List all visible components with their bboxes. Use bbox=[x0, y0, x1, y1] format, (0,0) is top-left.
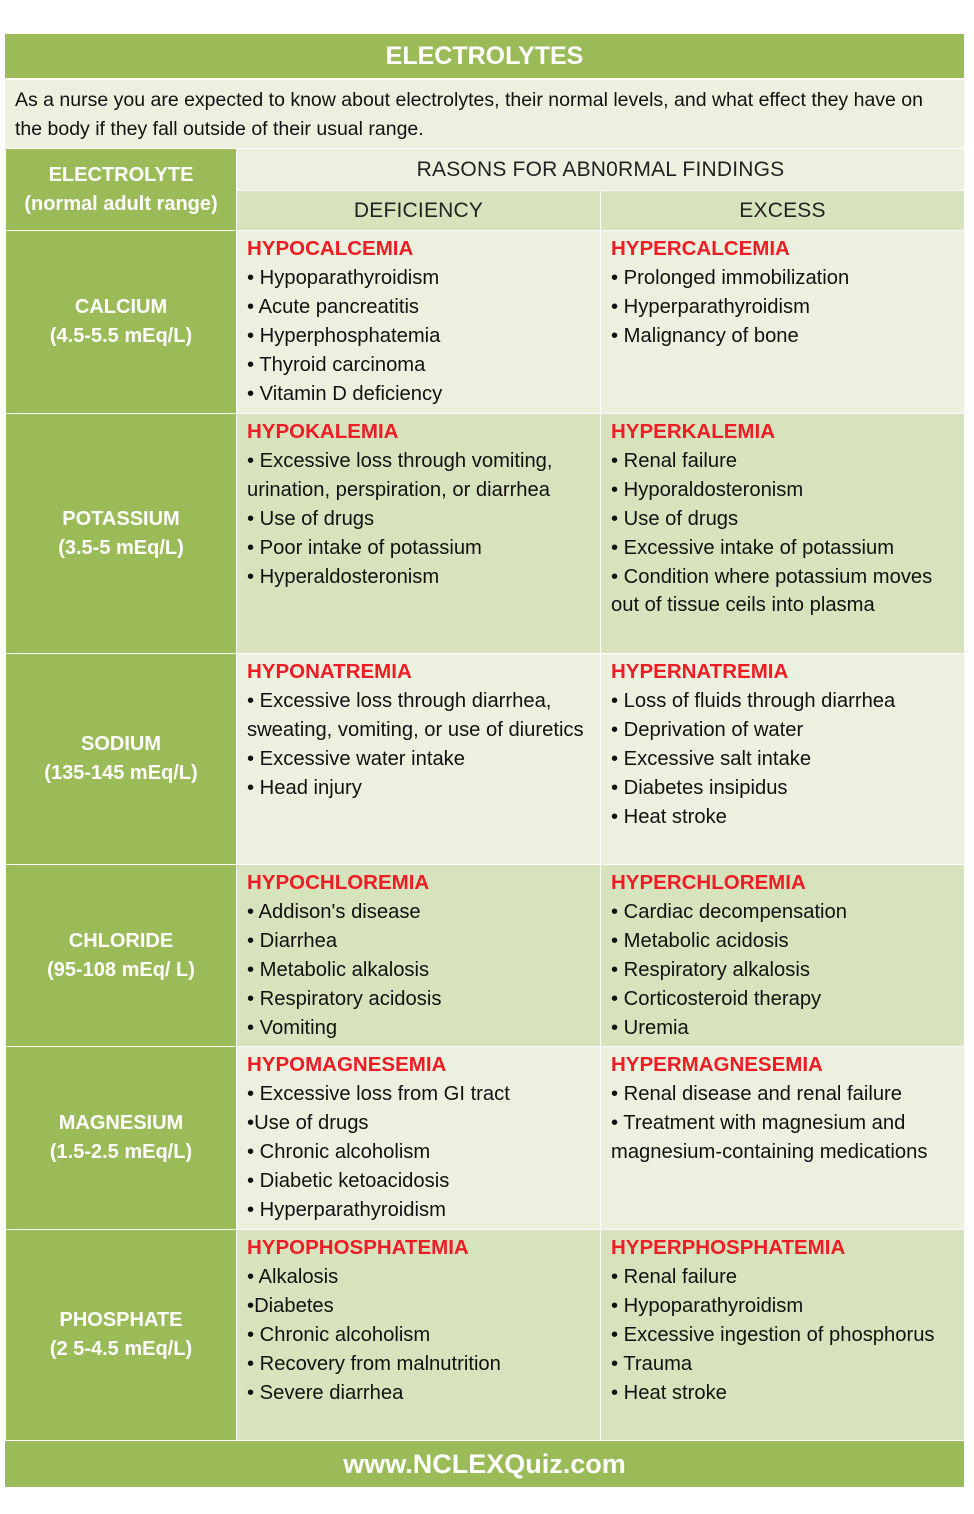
intro-text: As a nurse you are expected to know about electrolytes, their normal levels, and what effect they have on the body if they fall outside of their usual range. bbox=[5, 80, 964, 148]
deficiency-cause-item: • Acute pancreatitis bbox=[247, 295, 420, 318]
electrolyte-name: MAGNESIUM bbox=[58, 1112, 184, 1134]
excess-cause-item: • Prolonged immobilization bbox=[611, 266, 850, 289]
deficiency-cause-item: • Use of drugs bbox=[247, 507, 375, 530]
deficiency-cause-item: • Excessive water intake bbox=[247, 747, 466, 770]
page-title: ELECTROLYTES bbox=[5, 34, 964, 78]
deficiency-cause-item: • Hyperphosphatemia bbox=[247, 324, 441, 347]
electrolyte-row bbox=[6, 1230, 965, 1441]
deficiency-cause-item: • Poor intake of potassium bbox=[247, 536, 482, 559]
electrolyte-label: ELECTROLYTE bbox=[48, 163, 194, 186]
excess-cause-item: • Metabolic acidosis bbox=[611, 929, 789, 952]
deficiency-condition: HYPOCHLOREMIA bbox=[247, 871, 430, 894]
excess-cause-item: • Renal disease and renal failure bbox=[611, 1082, 902, 1105]
deficiency-cause-item: •Use of drugs bbox=[247, 1111, 369, 1134]
deficiency-cause-item: • Vomiting bbox=[247, 1016, 338, 1039]
deficiency-cause-item: • Hyperparathyroidism bbox=[247, 1198, 446, 1221]
deficiency-cause-item: • Chronic alcoholism bbox=[247, 1323, 431, 1346]
electrolyte-row bbox=[6, 231, 965, 414]
excess-condition: HYPERCHLOREMIA bbox=[611, 871, 806, 894]
electrolyte-range: (3.5-5 mEq/L) bbox=[58, 536, 184, 559]
excess-condition: HYPERMAGNESEMIA bbox=[611, 1053, 823, 1076]
excess-cause-item: • Renal failure bbox=[611, 449, 738, 472]
deficiency-cause-item: •Diabetes bbox=[247, 1294, 334, 1317]
electrolyte-row bbox=[6, 865, 965, 1047]
deficiency-cause-item: • Excessive loss through vomiting, urination, perspiration, or diarrhea bbox=[247, 449, 553, 501]
deficiency-cause-item: • Excessive loss from GI tract bbox=[247, 1082, 510, 1105]
electrolytes-sheet bbox=[5, 34, 964, 1487]
deficiency-condition: HYPOPHOSPHATEMIA bbox=[247, 1236, 469, 1259]
excess-cause-item: • Loss of fluids through diarrhea bbox=[611, 689, 896, 712]
deficiency-cause-item: • Respiratory acidosis bbox=[247, 987, 442, 1010]
excess-cause-item: • Cardiac decompensation bbox=[611, 900, 847, 923]
deficiency-cell bbox=[237, 1047, 601, 1230]
deficiency-header: DEFICIENCY bbox=[237, 191, 601, 231]
excess-header: EXCESS bbox=[601, 191, 965, 231]
electrolyte-row bbox=[6, 414, 965, 654]
deficiency-cause-item: • Thyroid carcinoma bbox=[247, 353, 426, 376]
deficiency-cause-item: • Hyperaldosteronism bbox=[247, 565, 440, 588]
deficiency-condition: HYPOCALCEMIA bbox=[247, 237, 414, 260]
deficiency-cause-item: • Excessive loss through diarrhea, sweating, vomiting, or use of diuretics bbox=[247, 689, 584, 741]
electrolyte-range: (135-145 mEq/L) bbox=[44, 762, 198, 784]
deficiency-cell bbox=[237, 231, 601, 414]
excess-condition: HYPERKALEMIA bbox=[611, 420, 776, 443]
deficiency-condition: HYPOKALEMIA bbox=[247, 420, 399, 443]
excess-cause-item: • Hyperparathyroidism bbox=[611, 295, 810, 318]
electrolyte-name: CALCIUM bbox=[74, 296, 168, 318]
electrolyte-name-cell bbox=[6, 865, 237, 1047]
deficiency-condition: HYPOMAGNESEMIA bbox=[247, 1053, 447, 1076]
electrolyte-row bbox=[6, 1047, 965, 1230]
excess-cell bbox=[601, 865, 965, 1047]
electrolyte-name-cell bbox=[6, 414, 237, 654]
electrolyte-name-cell bbox=[6, 1230, 237, 1441]
excess-cell bbox=[601, 414, 965, 654]
deficiency-cause-item: • Metabolic alkalosis bbox=[247, 958, 430, 981]
deficiency-cell bbox=[237, 414, 601, 654]
electrolyte-table bbox=[5, 148, 965, 1441]
electrolyte-name-cell bbox=[6, 1047, 237, 1230]
deficiency-cause-item: • Recovery from malnutrition bbox=[247, 1352, 501, 1375]
excess-cell bbox=[601, 1047, 965, 1230]
deficiency-cause-item: • Head injury bbox=[247, 776, 362, 799]
excess-condition: HYPERPHOSPHATEMIA bbox=[611, 1236, 846, 1259]
excess-cause-item: • Trauma bbox=[611, 1352, 693, 1375]
deficiency-cause-item: • Vitamin D deficiency bbox=[247, 382, 443, 405]
deficiency-condition: HYPONATREMIA bbox=[247, 660, 412, 683]
excess-cause-item: • Hyporaldosteronism bbox=[611, 478, 804, 501]
excess-cause-item: • Condition where potassium moves out of tissue ceils into plasma bbox=[611, 565, 933, 617]
deficiency-cause-item: • Diabetic ketoacidosis bbox=[247, 1169, 450, 1192]
deficiency-cell bbox=[237, 1230, 601, 1441]
deficiency-cause-item: • Diarrhea bbox=[247, 929, 338, 952]
excess-cause-item: • Heat stroke bbox=[611, 1381, 727, 1404]
electrolyte-column-header bbox=[6, 149, 237, 231]
electrolyte-range: (1.5-2.5 mEq/L) bbox=[49, 1141, 193, 1163]
electrolyte-name: SODIUM bbox=[81, 733, 161, 755]
reasons-header: RASONS FOR ABN0RMAL FINDINGS bbox=[237, 149, 965, 191]
deficiency-cause-item: • Hypoparathyroidism bbox=[247, 266, 440, 289]
excess-cell bbox=[601, 1230, 965, 1441]
excess-cell bbox=[601, 231, 965, 414]
range-label: (normal adult range) bbox=[24, 192, 218, 215]
deficiency-cell bbox=[237, 865, 601, 1047]
excess-cause-item: • Treatment with magnesium and magnesium-containing medications bbox=[611, 1111, 928, 1163]
excess-cause-item: • Use of drugs bbox=[611, 507, 739, 530]
excess-cause-item: • Excessive intake of potassium bbox=[611, 536, 895, 559]
deficiency-cause-item: • Alkalosis bbox=[247, 1265, 339, 1288]
footer-url[interactable]: www.NCLEXQuiz.com bbox=[5, 1441, 964, 1487]
excess-cause-item: • Renal failure bbox=[611, 1265, 738, 1288]
deficiency-cause-item: • Addison's disease bbox=[247, 900, 421, 923]
electrolyte-range: (4.5-5.5 mEq/L) bbox=[49, 325, 193, 347]
deficiency-cause-item: • Chronic alcoholism bbox=[247, 1140, 431, 1163]
excess-cause-item: • Excessive salt intake bbox=[611, 747, 812, 770]
electrolyte-name: POTASSIUM bbox=[62, 507, 180, 530]
excess-condition: HYPERCALCEMIA bbox=[611, 237, 790, 260]
electrolyte-name-cell bbox=[6, 231, 237, 414]
electrolyte-row bbox=[6, 654, 965, 865]
excess-cause-item: • Hypoparathyroidism bbox=[611, 1294, 804, 1317]
deficiency-cause-item: • Severe diarrhea bbox=[247, 1381, 404, 1404]
electrolyte-name-cell bbox=[6, 654, 237, 865]
electrolyte-range: (2 5-4.5 mEq/L) bbox=[49, 1338, 193, 1360]
excess-cell bbox=[601, 654, 965, 865]
electrolyte-name: PHOSPHATE bbox=[59, 1309, 183, 1331]
electrolyte-range: (95-108 mEq/ L) bbox=[47, 958, 195, 981]
excess-cause-item: • Excessive ingestion of phosphorus bbox=[611, 1323, 935, 1346]
excess-cause-item: • Diabetes insipidus bbox=[611, 776, 788, 799]
excess-cause-item: • Heat stroke bbox=[611, 805, 727, 828]
deficiency-cell bbox=[237, 654, 601, 865]
excess-condition: HYPERNATREMIA bbox=[611, 660, 789, 683]
excess-cause-item: • Malignancy of bone bbox=[611, 324, 799, 347]
excess-cause-item: • Uremia bbox=[611, 1016, 689, 1039]
electrolyte-name: CHLORIDE bbox=[68, 929, 174, 952]
excess-cause-item: • Deprivation of water bbox=[611, 718, 804, 741]
excess-cause-item: • Corticosteroid therapy bbox=[611, 987, 822, 1010]
excess-cause-item: • Respiratory alkalosis bbox=[611, 958, 810, 981]
